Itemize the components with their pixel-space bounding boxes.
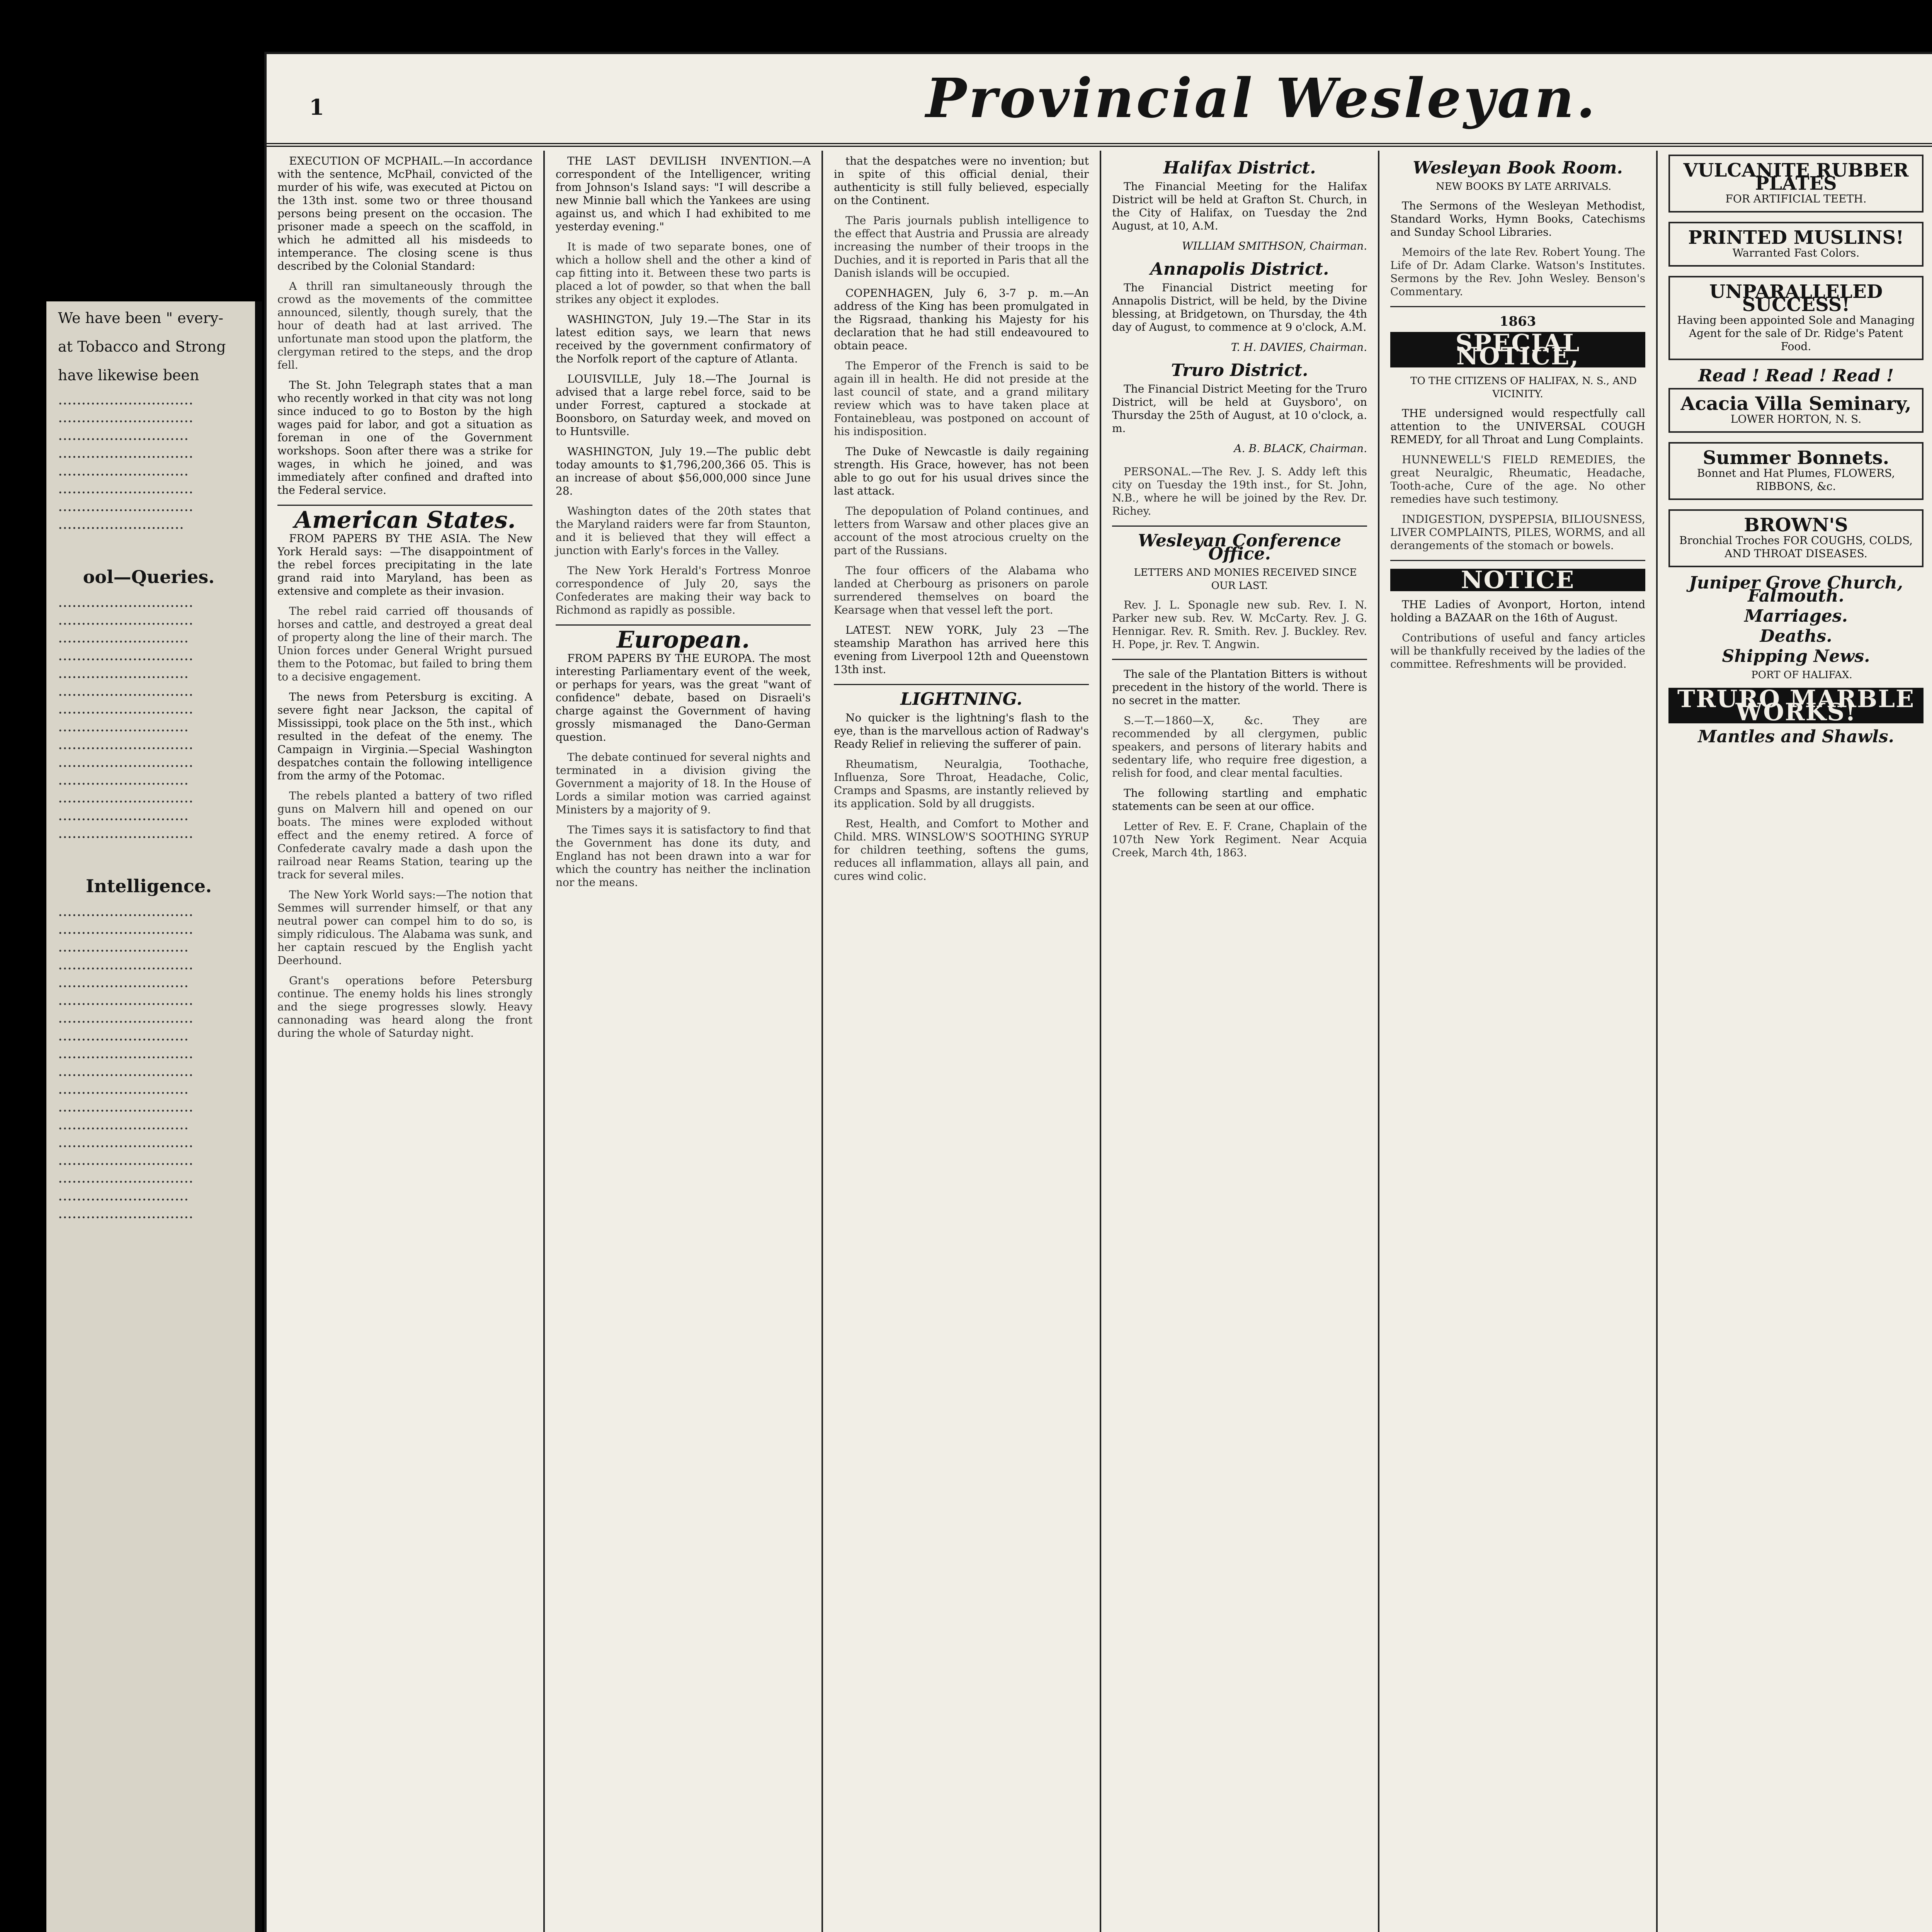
previous-page-column: [58, 309, 240, 1237]
article-body: INDIGESTION, DYSPEPSIA, BILIOUSNESS, LIVER COMPLAINTS, PILES, WORMS, and all derangements of the stomach or bowels.: [1390, 513, 1645, 552]
article-text: FROM PAPERS BY THE ASIA. The New York Herald says: —The disappointment of the rebel forces precipitating in the late grand raid into Maryland, has been as extensive and complete as their invasion.: [277, 532, 532, 597]
article-text: EXECUTION OF MCPHAIL.—In accordance with the sentence, McPhail, convicted of the murder of his wife, was executed at Pictou on the 13th inst. some two or three thousand persons being present on the occasion. The prisoner made a speech on the scaffold, in which he admitted all his misdeeds to intemperance. The closing scene is thus described by the Colonial Standard:: [277, 155, 532, 272]
article-body: Contributions of useful and fancy articles will be thankfully received by the ladies of the committee. Refreshments will be provided.: [1390, 631, 1645, 670]
ad-title: BROWN'S: [1744, 514, 1848, 536]
prev-fragment: We have been " every-: [58, 310, 224, 327]
article-body: The rebel raid carried off thousands of horses and cattle, and destroyed a great deal of property along the line of their march. The Union forces under General Wright pursued them to the Potomac, but failed to bring them to a decisive engagement.: [277, 605, 532, 683]
ad-success: [1668, 276, 1923, 360]
prev-filler: ····························· ····························· ···························· ····························· ···························· ····························· ····························· ···························· ····························· ····························· ···························· ····························· ···························· ·····························: [58, 598, 194, 846]
article-text: The Financial District meeting for Annapolis District, will be held, by the Divine blessing, at Bridgetown, on Thursday, the 4th day of August, to commence at 9 o'clock, A.M.: [1112, 281, 1367, 333]
divider: [1112, 526, 1367, 527]
divider: [1390, 560, 1645, 561]
ad-muslins: [1668, 222, 1923, 267]
article-text: LATEST. NEW YORK, July 23 —The steamship Marathon has arrived here this evening from Liverpool 12th and Queenstown 13th inst.: [834, 624, 1089, 676]
ad-troches: [1668, 509, 1923, 567]
article-text: LOUISVILLE, July 18.—The Journal is advised that a large rebel force, said to be under Forrest, captured a stockade at Boonsboro, on Saturday week, and moved on to Huntsville.: [556, 372, 811, 438]
article-text: The sale of the Plantation Bitters is without precedent in the history of the world. There is no secret in the matter.: [1112, 668, 1367, 707]
scan-background: [0, 0, 46, 1932]
column-5: [1379, 151, 1658, 1932]
ad-subtitle: LOWER HORTON, N. S.: [1730, 413, 1862, 425]
article-text: WASHINGTON, July 19.—The public debt today amounts to $1,796,200,366 05. This is an increase of about $56,000,000 since June 28.: [556, 445, 811, 497]
article-body: PERSONAL.—The Rev. J. S. Addy left this city on Tuesday the 19th inst., for St. John, N.B., where he will be joined by the Rev. Dr. Richey.: [1112, 465, 1367, 517]
signature: T. H. DAVIES, Chairman.: [1231, 341, 1367, 354]
section-heading: Halifax District.: [1163, 158, 1316, 178]
article-body: The depopulation of Poland continues, and letters from Warsaw and other places give an account of the most atrocious cruelty on the part of the Russians.: [834, 505, 1089, 557]
section-heading: Wesleyan Conference Office.: [1138, 531, 1341, 564]
prev-filler: ····························· ····························· ···························· ····························· ···························· ····························· ····························· ···························· ····························· ····························· ···························· ····························· ···························· ····························· ····························· ····························· ···························· ·····························: [58, 907, 194, 1226]
article-text: FROM PAPERS BY THE EUROPA. The most interesting Parliamentary event of the week, or perhaps for years, was the great "want of confidence" debate, based on Disraeli's charge against the Government of having grossly mismanaged the Dano-German question.: [556, 652, 811, 743]
prev-fragment: have likewise been: [58, 367, 199, 384]
article-body: Rev. J. L. Sponagle new sub. Rev. I. N. Parker new sub. Rev. W. McCarty. Rev. J. G. Hennigar. Rev. R. Smith. Rev. J. Buckley. Rev. H. Pope, jr. Rev. T. Angwin.: [1112, 599, 1367, 651]
page-number: 1: [309, 95, 324, 120]
divider: [834, 684, 1089, 685]
article-text: The Financial District Meeting for the Truro District, will be held at Guysboro', on Thursday the 25th of August, at 10 o'clock, a. m.: [1112, 383, 1367, 435]
prev-filler: ····························· ····························· ···························· ····························· ···························· ····························· ····························· ···························: [58, 395, 194, 537]
article-text: that the despatches were no invention; but in spite of this official denial, their authenticity is still fully believed, especially on the Continent.: [834, 155, 1089, 207]
signature: A. B. BLACK, Chairman.: [1234, 442, 1367, 455]
article-body: The four officers of the Alabama who landed at Cherbourg as prisoners on parole surrendered themselves on board the Kearsage when that vessel left the port.: [834, 564, 1089, 616]
section-heading: Truro District.: [1171, 361, 1308, 380]
article-text: THE LAST DEVILISH INVENTION.—A correspondent of the Intelligencer, writing from Johnson's Island says: "I will describe a new Minnie ball which the Yankees are using against us, and which I had exhibited to me yesterday evening.": [556, 155, 811, 233]
masthead: [267, 54, 1932, 147]
ad-acacia: [1668, 388, 1923, 433]
article-body: The Times says it is satisfactory to find that the Government has done its duty, and England has not been drawn into a war for which the country has neither the inclination nor the means.: [556, 823, 811, 889]
article-body: It is made of two separate bones, one of which a hollow shell and the other a kind of cap fitting into it. Between these two parts is placed a lot of powder, so that when the ball strikes any object it explodes.: [556, 240, 811, 306]
ad-subtitle: Having been appointed Sole and Managing Agent for the sale of Dr. Ridge's Patent Food.: [1677, 314, 1915, 353]
year-stamp: 1863: [1499, 314, 1536, 329]
article-text: The Sermons of the Wesleyan Methodist, Standard Works, Hymn Books, Catechisms and Sunday School Libraries.: [1390, 199, 1645, 238]
divider: [556, 624, 811, 626]
ad-subtitle: FOR ARTIFICIAL TEETH.: [1725, 192, 1867, 205]
article-text: COPENHAGEN, July 6, 3-7 p. m.—An address of the King has been promulgated in the Rigsraad, thanking his Majesty for his declaration that he had still endeavoured to obtain peace.: [834, 287, 1089, 352]
prev-heading: ool—Queries.: [83, 566, 215, 587]
article-text: The news from Petersburg is exciting. A severe fight near Jackson, the capital of Mississippi, took place on the 5th inst., which resulted in the defeat of the enemy. The Campaign in Virginia.—Special Washington despatches contain the following intelligence from the army of the Potomac.: [277, 690, 532, 782]
ad-title: PRINTED MUSLINS!: [1688, 227, 1904, 248]
section-heading: American States.: [294, 507, 516, 534]
article-text: THE Ladies of Avonport, Horton, intend holding a BAZAAR on the 16th of August.: [1390, 598, 1645, 624]
prev-fragment: at Tobacco and Strong: [58, 338, 226, 355]
section-subheading: LETTERS AND MONIES RECEIVED SINCE OUR LAST.: [1134, 567, 1357, 592]
article-body: Letter of Rev. E. F. Crane, Chaplain of the 107th New York Regiment. Near Acquia Creek, March 4th, 1863.: [1112, 820, 1367, 859]
newspaper-title: Provincial Wesleyan.: [925, 67, 1598, 130]
article-body: A thrill ran simultaneously through the crowd as the movements of the committee announced, silently, though surely, that the hour of death had at last arrived. The unfortunate man stood upon the platform, the clergyman retired to the steps, and the drop fell.: [277, 280, 532, 371]
article-body: Rest, Health, and Comfort to Mother and Child. MRS. WINSLOW'S SOOTHING SYRUP for children teething, softens the gums, reduces all inflammation, allays all pain, and cures wind colic.: [834, 817, 1089, 883]
column-6: [1658, 151, 1932, 1932]
column-2: [545, 151, 823, 1932]
section-heading: European.: [616, 626, 750, 653]
section-heading: Read ! Read ! Read !: [1698, 366, 1894, 386]
section-heading: Shipping News.: [1722, 646, 1870, 666]
section-heading: Wesleyan Book Room.: [1413, 158, 1623, 178]
article-body: The Paris journals publish intelligence to the effect that Austria and Prussia are already increasing the number of their troops in the Duchies, and it is reported in Paris that all the Danish islands will be occupied.: [834, 214, 1089, 279]
notice-banner: NOTICE: [1390, 569, 1645, 591]
article-body: The Emperor of the French is said to be again ill in health. He did not preside at the last council of state, and a grand military review which was to have taken place at Fontainebleau, was postponed on account of his indisposition.: [834, 359, 1089, 438]
divider: [277, 505, 532, 506]
section-heading: Marriages.: [1744, 606, 1848, 626]
article-text: THE undersigned would respectfully call attention to the UNIVERSAL COUGH REMEDY, for all Throat and Lung Complaints.: [1390, 407, 1645, 446]
prev-heading: Intelligence.: [85, 876, 212, 896]
ad-bonnets: [1668, 442, 1923, 500]
section-heading: LIGHTNING.: [900, 689, 1022, 709]
column-1: [267, 151, 545, 1932]
article-body: The New York World says:—The notion that Semmes will surrender himself, or that any neutral power can compel him to do so, is simply ridiculous. The Alabama was sunk, and her captain rescued by the English yacht Deerhound.: [277, 888, 532, 967]
article-body: The debate continued for several nights and terminated in a division giving the Government a majority of 18. In the House of Lords a similar motion was carried against Ministers by a majority of 9.: [556, 751, 811, 816]
divider: [1390, 306, 1645, 307]
article-text: The following startling and emphatic statements can be seen at our office.: [1112, 787, 1367, 813]
column-4: [1101, 151, 1379, 1932]
section-subheading: PORT OF HALIFAX.: [1751, 669, 1852, 681]
ad-subtitle: Bronchial Troches FOR COUGHS, COLDS, AND THROAT DISEASES.: [1679, 534, 1913, 560]
article-body: Rheumatism, Neuralgia, Toothache, Influenza, Sore Throat, Headache, Colic, Cramps and Spasms, are instantly relieved by its application. Sold by all druggists.: [834, 758, 1089, 810]
divider: [1112, 659, 1367, 660]
newspaper-page: [267, 54, 1932, 1932]
section-heading: Mantles and Shawls.: [1698, 727, 1894, 747]
section-heading: Deaths.: [1760, 626, 1832, 646]
section-subheading: NEW BOOKS BY LATE ARRIVALS.: [1435, 181, 1612, 192]
signature: WILLIAM SMITHSON, Chairman.: [1182, 240, 1367, 252]
article-text: No quicker is the lightning's flash to the eye, than is the marvellous action of Radway's Ready Relief in relieving the sufferer of pain.: [834, 711, 1089, 750]
article-text: WASHINGTON, July 19.—The Star in its latest edition says, we learn that news received by the government confirmatory of the Norfolk report of the capture of Atlanta.: [556, 313, 811, 365]
ad-title: Summer Bonnets.: [1702, 447, 1889, 469]
ad-subtitle: Warranted Fast Colors.: [1732, 247, 1860, 259]
ad-title: Acacia Villa Seminary,: [1680, 393, 1912, 415]
section-heading: Juniper Grove Church, Falmouth.: [1689, 573, 1903, 606]
special-notice-banner: SPECIAL NOTICE,: [1390, 332, 1645, 367]
ad-subtitle: Bonnet and Hat Plumes, FLOWERS, RIBBONS, &c.: [1697, 467, 1895, 493]
article-body: Memoirs of the late Rev. Robert Young. The Life of Dr. Adam Clarke. Watson's Institutes. Sermons by the Rev. John Wesley. Benson's Commentary.: [1390, 246, 1645, 298]
previous-page-strip: [46, 301, 262, 1932]
column-3: [823, 151, 1101, 1932]
article-body: HUNNEWELL'S FIELD REMEDIES, the great Neuralgic, Rheumatic, Headache, Tooth-ache, Cure of the age. No other remedies have such testimony.: [1390, 453, 1645, 505]
ad-title: VULCANITE RUBBER PLATES: [1683, 160, 1909, 194]
article-body: Washington dates of the 20th states that the Maryland raiders were far from Staunton, and it is believed that they will effect a junction with Early's forces in the Valley.: [556, 505, 811, 557]
section-subheading: TO THE CITIZENS OF HALIFAX, N. S., AND VICINITY.: [1410, 375, 1637, 400]
ad-vulcanite: [1668, 155, 1923, 213]
article-body: The rebels planted a battery of two rifled guns on Malvern hill and opened on our boats. The mines were exploded without effect and the enemy retired. A force of Confederate cavalry made a dash upon the railroad near Reams Station, tearing up the track for several miles.: [277, 789, 532, 881]
article-text: The Financial Meeting for the Halifax District will be held at Grafton St. Church, in the City of Halifax, on Tuesday the 2nd August, at 10, A.M.: [1112, 180, 1367, 232]
article-text: The Duke of Newcastle is daily regaining strength. His Grace, however, has not been able to go out for his usual drives since the last attack.: [834, 445, 1089, 497]
article-body: Grant's operations before Petersburg continue. The enemy holds his lines strongly and the siege progresses slowly. Heavy cannonading was heard along the front during the whole of Saturday night.: [277, 974, 532, 1039]
article-body: S.—T.—1860—X, &c. They are recommended by all clergymen, public speakers, and persons of literary habits and sedentary life, who require free digestion, a relish for food, and clear mental faculties.: [1112, 714, 1367, 779]
article-body: The New York Herald's Fortress Monroe correspondence of July 20, says the Confederates are making their way back to Richmond as rapidly as possible.: [556, 564, 811, 616]
article-text: The St. John Telegraph states that a man who recently worked in that city was not long since induced to go to Boston by the high wages paid for labor, and got a situation as foreman in one of the Government workshops. Soon after there was a strike for wages, in which he joined, and was immediately after confined and drafted into the Federal service.: [277, 379, 532, 497]
truro-banner: TRURO MARBLE WORKS!: [1668, 688, 1923, 723]
section-heading: Annapolis District.: [1150, 259, 1329, 279]
columns: [267, 151, 1932, 1932]
ad-title: UNPARALLELED SUCCESS!: [1709, 281, 1883, 316]
